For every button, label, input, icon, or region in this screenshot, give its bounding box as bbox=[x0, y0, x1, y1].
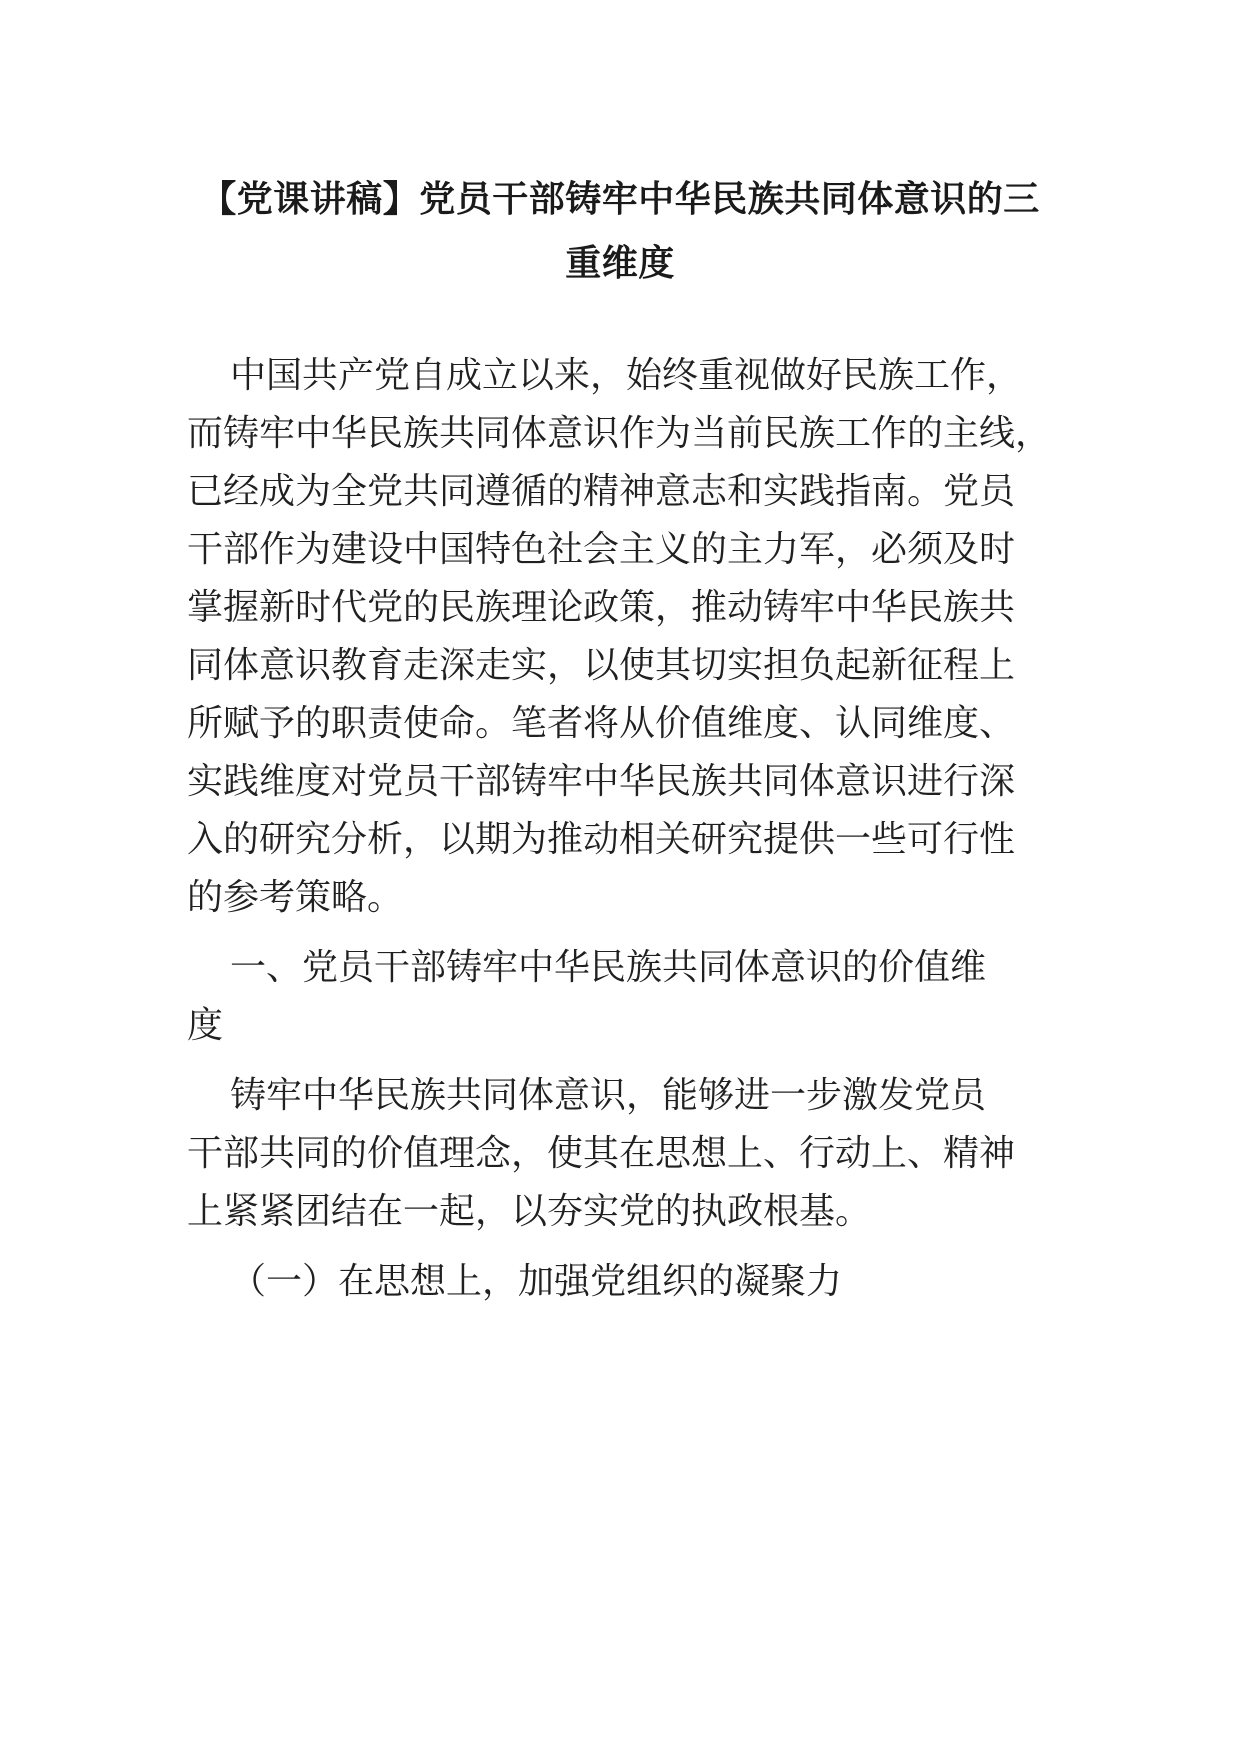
paragraph-1-line: 已经成为全党共同遵循的精神意志和实践指南。党员 bbox=[187, 471, 1016, 512]
paragraph-1-line: 入的研究分析，以期为推动相关研究提供一些可行性 bbox=[187, 819, 1016, 860]
paragraph-1-line: 而铸牢中华民族共同体意识作为当前民族工作的主线， bbox=[187, 413, 1052, 454]
paragraph-1-line: 同体意识教育走深走实，以使其切实担负起新征程上 bbox=[187, 645, 1016, 686]
title-line: 重维度 bbox=[565, 243, 675, 284]
paragraph-1-line: 掌握新时代党的民族理论政策，推动铸牢中华民族共 bbox=[187, 587, 1016, 628]
paragraph-1-line: 的参考策略。 bbox=[187, 877, 404, 918]
subheading: （一）在思想上，加强党组织的凝聚力 bbox=[230, 1261, 843, 1302]
section-heading-line: 一、党员干部铸牢中华民族共同体意识的价值维 bbox=[230, 947, 987, 988]
paragraph-2-line: 干部共同的价值理念，使其在思想上、行动上、精神 bbox=[187, 1133, 1016, 1174]
paragraph-2-line: 上紧紧团结在一起，以夯实党的执政根基。 bbox=[187, 1191, 872, 1232]
section-heading-line: 度 bbox=[187, 1005, 224, 1046]
paragraph-1-line: 干部作为建设中国特色社会主义的主力军，必须及时 bbox=[187, 529, 1016, 570]
document-title bbox=[150, 168, 1090, 296]
paragraph-2-line: 铸牢中华民族共同体意识，能够进一步激发党员 bbox=[230, 1075, 987, 1116]
title-line: 【党课讲稿】党员干部铸牢中华民族共同体意识的三 bbox=[200, 179, 1040, 220]
paragraph-1-line: 实践维度对党员干部铸牢中华民族共同体意识进行深 bbox=[187, 761, 1016, 802]
paragraph-1-line: 所赋予的职责使命。笔者将从价值维度、认同维度、 bbox=[187, 703, 1016, 744]
paragraph-1-line: 中国共产党自成立以来，始终重视做好民族工作， bbox=[230, 355, 1023, 396]
